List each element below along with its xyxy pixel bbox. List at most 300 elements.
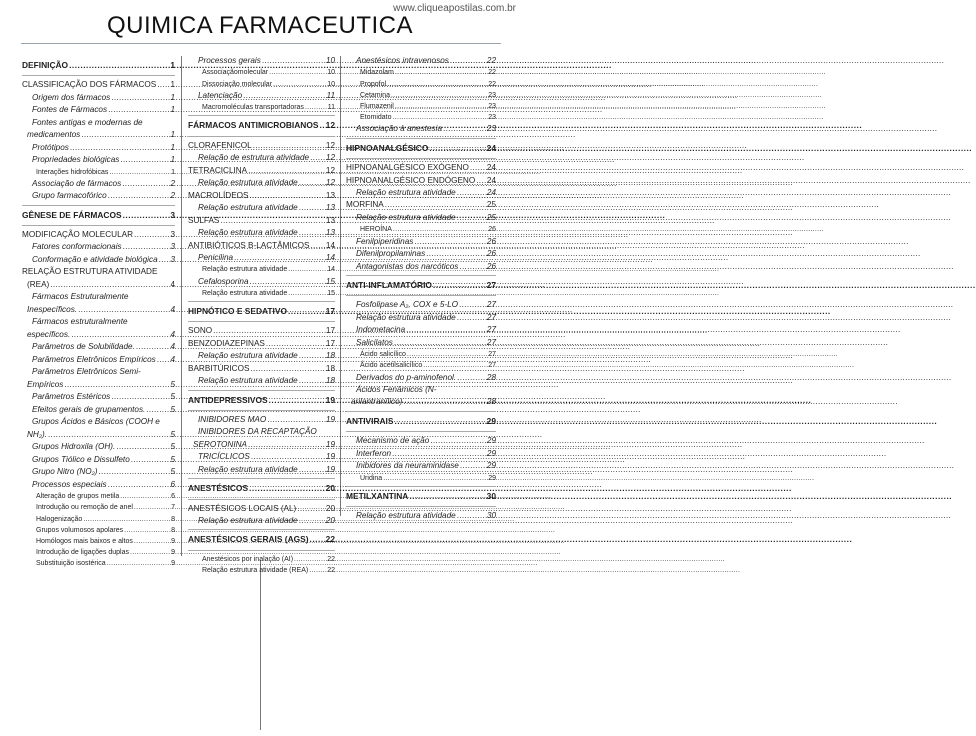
section-separator xyxy=(188,390,335,391)
toc-entry[interactable] xyxy=(188,178,335,188)
toc-page-number: 26 xyxy=(486,261,496,271)
toc-entry-title: Salicilatos xyxy=(356,337,393,347)
dot-leader xyxy=(430,436,486,446)
dot-leader xyxy=(234,253,325,263)
toc-page-number: 28 xyxy=(486,372,496,382)
dot-leader xyxy=(108,191,170,201)
toc-entry[interactable] xyxy=(188,228,335,238)
dot-leader xyxy=(457,373,486,383)
toc-entry[interactable] xyxy=(346,56,496,66)
dot-leader xyxy=(48,430,169,440)
toc-entry-title: SULFAS xyxy=(188,215,220,225)
toc-page-number: 24 xyxy=(486,175,496,185)
toc-entry[interactable] xyxy=(346,176,496,186)
toc-entry-title: TETRACICLINA xyxy=(188,165,248,175)
toc-page-number: 5 xyxy=(170,467,175,477)
dot-leader xyxy=(248,166,325,176)
toc-page-number: 19 xyxy=(325,452,335,462)
toc-section-heading[interactable] xyxy=(22,210,175,220)
toc-page-number: 1 xyxy=(171,168,175,176)
toc-page-number: 17 xyxy=(325,326,335,336)
toc-entry[interactable] xyxy=(346,262,496,272)
toc-entry-title: Propriedades biológicas xyxy=(32,155,120,165)
dot-leader xyxy=(213,326,325,336)
toc-page-number: 1 xyxy=(170,142,175,152)
dot-leader xyxy=(393,113,488,122)
toc-page-number: 2 xyxy=(170,191,175,201)
toc-entry[interactable] xyxy=(22,80,175,90)
toc-entry-title-continued: NH₂). xyxy=(27,429,47,439)
toc-entry-title: Etomidato xyxy=(360,114,392,122)
dot-leader xyxy=(122,179,169,189)
section-separator xyxy=(22,75,175,76)
toc-page-number: 17 xyxy=(325,306,335,317)
dot-leader xyxy=(414,237,486,247)
toc-entry[interactable] xyxy=(22,242,175,252)
dot-leader xyxy=(423,361,487,370)
toc-entry-title: Relação estrutura atividade xyxy=(198,376,298,386)
toc-entry[interactable] xyxy=(188,80,335,89)
dot-leader xyxy=(385,200,486,210)
toc-entry-title: MORFINA xyxy=(346,200,384,210)
toc-entry-line[interactable] xyxy=(22,267,175,277)
toc-entry[interactable] xyxy=(346,124,496,134)
toc-entry[interactable] xyxy=(22,392,175,402)
toc-entry-title: FÁRMACOS ANTIMICROBIANOS xyxy=(188,120,319,131)
dot-leader xyxy=(108,105,169,115)
toc-page-number: 27 xyxy=(486,325,496,335)
toc-entry[interactable] xyxy=(22,559,175,568)
dot-leader xyxy=(134,503,170,512)
toc-entry[interactable] xyxy=(188,153,335,163)
toc-entry[interactable] xyxy=(188,289,335,298)
section-separator xyxy=(346,158,496,159)
toc-entry-title: Introdução ou remoção de anel xyxy=(36,504,133,512)
toc-entry[interactable] xyxy=(346,511,496,521)
section-separator xyxy=(346,295,496,296)
toc-entry-title: Fármacos estruturalmente xyxy=(32,317,128,327)
toc-entry[interactable] xyxy=(188,166,335,176)
dot-leader xyxy=(394,338,486,348)
section-separator xyxy=(346,275,496,276)
dot-leader xyxy=(310,153,325,163)
toc-entry-title: Interferon xyxy=(356,448,392,458)
toc-entry[interactable] xyxy=(22,480,175,490)
toc-entry-title: Relação estrutura atividade xyxy=(202,266,288,274)
dot-leader xyxy=(443,124,486,134)
toc-entry-title: Parâmetros Estéricos xyxy=(32,392,111,402)
toc-entry[interactable] xyxy=(188,339,335,349)
toc-entry[interactable] xyxy=(188,440,335,450)
toc-section-heading[interactable] xyxy=(346,491,496,501)
toc-entry-title: Anestésicos intravenosos xyxy=(356,56,449,65)
section-separator xyxy=(346,138,496,139)
toc-entry-title: Ácido salicílico xyxy=(360,351,406,359)
toc-entry[interactable] xyxy=(188,56,335,66)
dot-leader xyxy=(273,80,326,89)
toc-section-heading[interactable] xyxy=(346,143,496,153)
toc-entry[interactable] xyxy=(22,455,175,465)
toc-page-number: 29 xyxy=(486,461,496,471)
dot-leader xyxy=(299,465,325,475)
column-divider-bottom xyxy=(260,560,261,730)
toc-entry-title: BENZODIAZEPINAS xyxy=(188,338,265,348)
toc-section-heading[interactable] xyxy=(188,534,335,544)
dot-leader xyxy=(407,350,487,359)
toc-entry[interactable] xyxy=(188,566,335,575)
toc-entry-title: Relação estrutura atividade xyxy=(356,510,456,520)
toc-entry-title: Relação estrutura atividade (REA) xyxy=(202,566,309,574)
toc-entry[interactable] xyxy=(188,216,335,226)
dot-leader xyxy=(120,492,170,501)
toc-entry-title: Efeitos gerais de grupamentos. xyxy=(32,404,146,414)
website-url[interactable]: www.cliqueapostilas.com.br xyxy=(393,3,516,14)
toc-entry-title: CLORAFENICOL xyxy=(188,140,252,150)
toc-entry[interactable] xyxy=(22,255,175,265)
toc-entry-title: Processos gerais xyxy=(198,56,261,65)
toc-entry[interactable] xyxy=(346,237,496,247)
toc-entry-title: ANESTÉSICOS GERAIS (AGS) xyxy=(188,534,309,545)
toc-entry-line[interactable] xyxy=(22,292,175,302)
toc-entry[interactable] xyxy=(188,241,335,251)
toc-entry[interactable] xyxy=(346,200,496,210)
toc-entry-title-continued: específicos. xyxy=(27,329,71,339)
dot-leader xyxy=(406,325,486,335)
toc-page-number: 9 xyxy=(171,549,175,557)
toc-entry[interactable] xyxy=(346,461,496,471)
toc-page-number: 23 xyxy=(488,114,496,122)
dot-leader xyxy=(70,143,170,153)
toc-entry[interactable] xyxy=(188,465,335,475)
toc-page-number: 27 xyxy=(486,300,496,310)
toc-entry-title: Relação estrutura atividade xyxy=(202,290,288,298)
dot-leader xyxy=(294,555,326,564)
dot-leader xyxy=(131,455,170,465)
toc-page-number: 4 xyxy=(170,329,175,339)
toc-entry[interactable] xyxy=(346,325,496,335)
toc-page-number: 2 xyxy=(170,178,175,188)
toc-entry[interactable] xyxy=(22,179,175,189)
toc-page-number: 29 xyxy=(486,448,496,458)
toc-entry-title: Cefalosporina xyxy=(198,276,249,286)
toc-entry-title: Processos especiais xyxy=(32,479,107,489)
toc-entry[interactable] xyxy=(188,203,335,213)
toc-entry[interactable] xyxy=(188,103,335,112)
dot-leader xyxy=(459,300,486,310)
toc-entry[interactable] xyxy=(346,68,496,77)
toc-entry[interactable] xyxy=(188,326,335,336)
toc-entry[interactable] xyxy=(346,113,496,122)
toc-entry-title: TRICÍCLICOS xyxy=(198,452,250,462)
title-divider xyxy=(21,43,501,44)
toc-entry-title: Anestésicos por inalação (AI) xyxy=(202,555,294,563)
dot-leader xyxy=(250,277,325,287)
dot-leader xyxy=(71,330,169,340)
dot-leader xyxy=(111,392,169,402)
toc-entry-title: Parâmetros Eletrônicos Semi- xyxy=(32,367,141,377)
toc-entry[interactable] xyxy=(188,191,335,201)
toc-entry[interactable] xyxy=(188,364,335,374)
toc-page-number: 3 xyxy=(170,229,175,239)
toc-entry-title: Grupos Tiólico e Dissulfeto xyxy=(32,454,130,464)
section-separator xyxy=(22,225,175,226)
toc-entry[interactable] xyxy=(188,351,335,361)
toc-page-number: 13 xyxy=(325,215,335,225)
toc-page-number: 18 xyxy=(325,376,335,386)
toc-entry[interactable] xyxy=(346,474,496,483)
toc-page-number: 5 xyxy=(170,379,175,389)
toc-entry-title: Ácidos Fenâmicos (N- xyxy=(356,384,437,394)
toc-entry[interactable] xyxy=(188,277,335,287)
toc-section-heading[interactable] xyxy=(188,120,335,130)
dot-leader xyxy=(267,415,325,425)
toc-entry-title: Derivados do p-aminofenol. xyxy=(356,372,457,382)
dot-leader xyxy=(136,342,170,352)
toc-entry-title: Alteração de grupos metila xyxy=(36,493,120,501)
toc-page-number: 6 xyxy=(171,493,175,501)
dot-leader xyxy=(107,559,170,568)
dot-leader xyxy=(123,210,170,220)
dot-leader xyxy=(457,313,486,323)
toc-entry[interactable] xyxy=(22,168,175,177)
toc-entry[interactable] xyxy=(346,373,496,383)
toc-section-heading[interactable] xyxy=(346,416,496,426)
toc-entry-title-continued: arilantranílico) xyxy=(351,397,403,407)
toc-entry[interactable] xyxy=(22,155,175,165)
toc-entry[interactable] xyxy=(346,313,496,323)
toc-entry-title: Relação estrutura atividade xyxy=(198,464,298,474)
toc-entry-line[interactable] xyxy=(22,317,175,327)
toc-page-number: 27 xyxy=(486,337,496,347)
toc-page-number: 25 xyxy=(486,200,496,210)
toc-entry-title: ANTIDEPRESSIVOS xyxy=(188,394,268,405)
toc-page-number: 28 xyxy=(486,397,496,407)
toc-entry[interactable] xyxy=(346,188,496,198)
toc-entry-title: Grupo farmacofórico xyxy=(32,191,107,201)
toc-entry-title: Relação estrutura atividade xyxy=(198,203,298,213)
dot-leader xyxy=(305,103,327,112)
toc-page-number: 27 xyxy=(486,312,496,322)
toc-page-number: 4 xyxy=(170,304,175,314)
toc-page-number: 29 xyxy=(486,415,496,426)
toc-entry[interactable] xyxy=(346,163,496,173)
toc-entry[interactable] xyxy=(346,300,496,310)
toc-entry[interactable] xyxy=(188,91,335,101)
toc-page-number: 19 xyxy=(325,414,335,424)
toc-entry-title: Conformação e atividade biológica xyxy=(32,254,158,264)
toc-section-heading[interactable] xyxy=(188,483,335,493)
toc-page-number: 13 xyxy=(325,228,335,238)
toc-entry-title: Interações hidrofóbicas xyxy=(36,168,109,176)
toc-entry[interactable] xyxy=(188,265,335,274)
toc-page-number: 4 xyxy=(170,279,175,289)
toc-entry-title: Substituição isostérica xyxy=(36,560,106,568)
toc-page-number: 11 xyxy=(327,104,335,112)
dot-leader xyxy=(124,526,170,535)
toc-entry-title: Grupos volumosos apolares xyxy=(36,526,124,534)
toc-entry[interactable] xyxy=(22,537,175,546)
toc-entry-title: Halogenização xyxy=(36,515,83,523)
toc-section-heading[interactable] xyxy=(188,306,335,316)
toc-entry-title: Dissociação molecular xyxy=(202,80,273,88)
dot-leader xyxy=(69,60,169,70)
section-separator xyxy=(188,499,335,500)
toc-page-number: 29 xyxy=(486,436,496,446)
toc-entry[interactable] xyxy=(346,102,496,111)
toc-page-number: 24 xyxy=(486,163,496,173)
toc-entry[interactable] xyxy=(22,467,175,477)
toc-section-heading[interactable] xyxy=(22,60,175,70)
dot-leader xyxy=(297,504,325,514)
toc-entry[interactable] xyxy=(188,555,335,564)
toc-page-number: 19 xyxy=(325,439,335,449)
toc-entry[interactable] xyxy=(188,68,335,77)
toc-page-number: 20 xyxy=(325,483,335,494)
toc-entry-line[interactable] xyxy=(22,367,175,377)
toc-entry[interactable] xyxy=(346,80,496,89)
toc-entry[interactable] xyxy=(346,350,496,359)
toc-entry[interactable] xyxy=(22,430,175,440)
toc-entry-title: Relação estrutura atividade xyxy=(198,228,298,238)
dot-leader xyxy=(383,474,487,483)
toc-page-number: 23 xyxy=(488,103,496,111)
dot-leader xyxy=(319,120,324,130)
toc-entry-title: BARBITÚRICOS xyxy=(188,363,250,373)
toc-page-number: 19 xyxy=(325,394,335,405)
toc-entry[interactable] xyxy=(346,361,496,370)
toc-page-number: 5 xyxy=(170,429,175,439)
toc-entry-title: Uridina xyxy=(360,474,383,482)
toc-entry[interactable] xyxy=(22,355,175,365)
toc-entry-title: Indometacina xyxy=(356,325,406,335)
toc-entry[interactable] xyxy=(188,415,335,425)
toc-page-number: 1 xyxy=(170,105,175,115)
toc-page-number: 12 xyxy=(325,178,335,188)
toc-entry[interactable] xyxy=(346,338,496,348)
dot-leader xyxy=(116,442,169,452)
toc-page-number: 6 xyxy=(170,479,175,489)
toc-entry[interactable] xyxy=(188,253,335,263)
toc-entry[interactable] xyxy=(22,380,175,390)
toc-entry[interactable] xyxy=(346,213,496,223)
toc-entry[interactable] xyxy=(22,130,175,140)
dot-leader xyxy=(78,305,169,315)
toc-entry[interactable] xyxy=(188,504,335,514)
dot-leader xyxy=(433,280,486,290)
toc-entry-line[interactable] xyxy=(188,427,335,437)
toc-entry-title: Relação de estrutura atividade xyxy=(198,153,310,163)
dot-leader xyxy=(250,364,324,374)
section-separator xyxy=(188,301,335,302)
toc-entry-title: Origem dos fármacos xyxy=(32,92,111,102)
dot-leader xyxy=(253,141,325,151)
dot-leader xyxy=(83,515,170,524)
toc-entry-title: ANTI-INFLAMATÓRIO xyxy=(346,279,432,290)
dot-leader xyxy=(309,566,326,575)
dot-leader xyxy=(299,351,325,361)
toc-entry-title: Fontes antigas e modernas de xyxy=(32,117,143,127)
toc-section-heading[interactable] xyxy=(346,280,496,290)
toc-page-number: 22 xyxy=(488,69,496,77)
toc-entry[interactable] xyxy=(22,342,175,352)
toc-page-number: 19 xyxy=(325,464,335,474)
toc-entry[interactable] xyxy=(22,492,175,501)
toc-entry-line[interactable] xyxy=(22,118,175,128)
toc-entry[interactable] xyxy=(346,449,496,459)
toc-entry[interactable] xyxy=(22,548,175,557)
toc-entry[interactable] xyxy=(346,91,496,100)
toc-entry-title: ANESTÉSICOS xyxy=(188,483,249,494)
toc-page-number: 22 xyxy=(327,566,335,574)
dot-leader xyxy=(159,255,170,265)
toc-entry-title: Parâmetros de Solubilidade. xyxy=(32,342,135,352)
toc-entry[interactable] xyxy=(22,143,175,153)
toc-entry[interactable] xyxy=(188,376,335,386)
toc-entry[interactable] xyxy=(346,225,496,234)
toc-page-number: 30 xyxy=(486,490,496,501)
toc-entry-line[interactable] xyxy=(346,385,496,395)
toc-page-number: 1 xyxy=(170,80,175,90)
section-separator xyxy=(188,529,335,530)
dot-leader xyxy=(157,80,169,90)
dot-leader xyxy=(393,225,487,234)
toc-entry[interactable] xyxy=(22,442,175,452)
toc-entry[interactable] xyxy=(188,516,335,526)
toc-entry-title: CLASSIFICAÇÃO DOS FÁRMACOS xyxy=(22,80,157,90)
toc-entry-title: Fontes de Fármacos xyxy=(32,105,108,115)
toc-page-number: 1 xyxy=(170,130,175,140)
toc-entry[interactable] xyxy=(22,503,175,512)
toc-entry[interactable] xyxy=(22,230,175,240)
toc-entry[interactable] xyxy=(22,330,175,340)
toc-entry[interactable] xyxy=(188,452,335,462)
toc-entry[interactable] xyxy=(22,105,175,115)
dot-leader xyxy=(220,216,324,226)
toc-entry-title: Fosfolipase A₂, COX e 5-LO xyxy=(356,300,459,310)
dot-leader xyxy=(299,178,325,188)
toc-entry[interactable] xyxy=(346,436,496,446)
toc-entry[interactable] xyxy=(22,280,175,290)
toc-entry-title-continued: Inespecíficos. xyxy=(27,304,78,314)
toc-entry[interactable] xyxy=(188,141,335,151)
toc-page-number: 24 xyxy=(486,142,496,153)
toc-entry-line[interactable] xyxy=(22,417,175,427)
dot-leader xyxy=(111,93,169,103)
toc-section-heading[interactable] xyxy=(188,395,335,405)
toc-entry[interactable] xyxy=(22,305,175,315)
toc-entry[interactable] xyxy=(346,249,496,259)
toc-page-number: 1 xyxy=(170,92,175,102)
dot-leader xyxy=(457,511,486,521)
toc-entry[interactable] xyxy=(22,93,175,103)
dot-leader xyxy=(243,91,325,101)
dot-leader xyxy=(269,395,325,405)
toc-entry-title: Homólogos mais baixos e altos xyxy=(36,537,133,545)
toc-entry-title: Fármacos Estruturalmente xyxy=(32,292,129,302)
toc-page-number: 4 xyxy=(170,342,175,352)
toc-entry[interactable] xyxy=(346,397,496,407)
toc-entry-title-continued: (REA) xyxy=(27,279,50,289)
toc-entry-title: Relação estrutura atividade xyxy=(356,212,456,222)
toc-entry[interactable] xyxy=(22,515,175,524)
dot-leader xyxy=(134,230,169,240)
toc-entry[interactable] xyxy=(22,526,175,535)
dot-leader xyxy=(266,339,325,349)
toc-entry[interactable] xyxy=(22,405,175,415)
toc-entry-title: Grupo Nitro (NO₂) xyxy=(32,467,98,477)
toc-entry-title: Grupos Ácidos e Básicos (COOH e xyxy=(32,417,160,427)
toc-entry[interactable] xyxy=(22,191,175,201)
